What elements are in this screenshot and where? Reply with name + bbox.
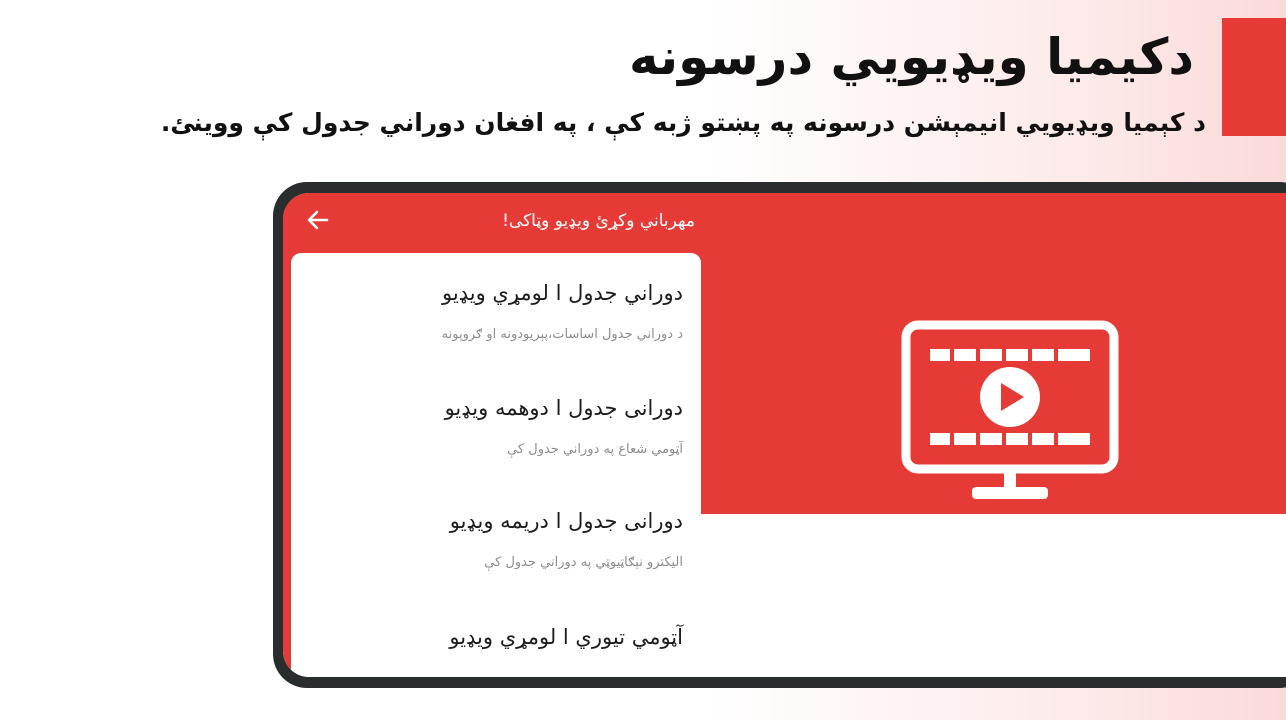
list-item-subtitle: آټومي شعاع په دوراني جدول کې [507, 442, 683, 457]
promo-subheadline: د کېمیا ویډیویي انیمېشن درسونه په پښتو ژبه کې ، په افغان دوراني جدول کې ووینئ. [160, 108, 1206, 137]
video-list [291, 253, 701, 677]
accent-bar [1222, 18, 1286, 136]
list-item-subtitle: الیکترو نېګاټیوټي په دوراني جدول کې [484, 555, 683, 570]
list-item-title: دورانی جدول ا دوهمه ویډیو [444, 396, 683, 420]
list-item-title: دوراني جدول ا لومړي ویډیو [442, 281, 683, 305]
appbar-title: مهرباني وکړئ ویډیو وټاکی! [502, 211, 695, 231]
monitor-play-icon [900, 319, 1120, 509]
screen-edge-strip [283, 193, 291, 677]
promo-headline: دکیمیا ویډیویي درسونه [629, 28, 1194, 86]
list-item-subtitle: د دوراني جدول اساسات،پېریودونه او ګروپونه [441, 327, 683, 342]
list-item-title: آټومي تیوري ا لومړي ویډیو [449, 625, 683, 649]
app-screen [283, 193, 1286, 677]
list-item-title: دورانی جدول ا دریمه ویډیو [449, 509, 683, 533]
